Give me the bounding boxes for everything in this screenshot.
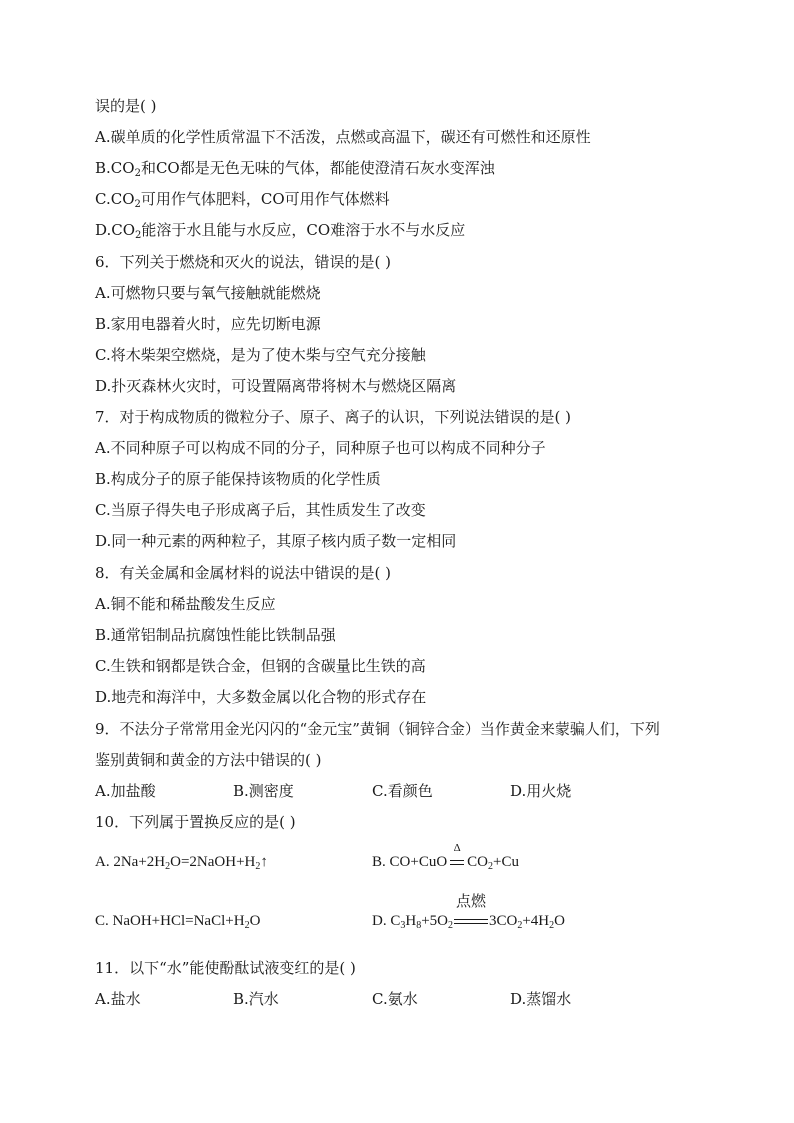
q10-stem: 10．下列属于置换反应的是( ) [95, 813, 296, 831]
q9-option-d[interactable]: D.用火烧 [510, 782, 572, 800]
q8-option-c[interactable]: C.生铁和钢都是铁合金，但钢的含碳量比生铁的高 [95, 657, 426, 675]
q6-option-b[interactable]: B.家用电器着火时，应先切断电源 [95, 315, 321, 333]
q6-stem: 6．下列关于燃烧和灭火的说法，错误的是( ) [95, 253, 392, 271]
q7-option-c[interactable]: C.当原子得失电子形成离子后，其性质发生了改变 [95, 501, 426, 519]
q9-option-b[interactable]: B.测密度 [233, 782, 294, 800]
equals-sign [450, 860, 464, 865]
q11-option-c[interactable]: C.氨水 [372, 990, 418, 1008]
q8-option-a[interactable]: A.铜不能和稀盐酸发生反应 [95, 595, 276, 613]
q6-option-a[interactable]: A.可燃物只要与氧气接触就能燃烧 [95, 284, 321, 302]
q10-option-b[interactable]: B. CO+CuO Δ $CO_2+Cu$ [372, 842, 519, 872]
q11-option-a[interactable]: A.盐水 [95, 990, 141, 1008]
q9-stem-line2: 鉴别黄铜和黄金的方法中错误的( ) [95, 751, 322, 769]
q8-option-b[interactable]: B.通常铝制品抗腐蚀性能比铁制品强 [95, 626, 336, 644]
reaction-condition-ignite [453, 894, 489, 931]
q11-option-b[interactable]: B.汽水 [233, 990, 279, 1008]
q10-option-d[interactable]: D. $C_3H_8+5O_2$ 点燃 $3CO_2+4H_2O$ [372, 894, 565, 931]
q5-option-a[interactable]: A.碳单质的化学性质常温下不活泼，点燃或高温下，碳还有可燃性和还原性 [95, 128, 591, 146]
heat-delta-symbol: Δ [453, 842, 461, 854]
q10-option-a[interactable]: A. $2Na+2H_2O=2NaOH+H_2↑$ [95, 854, 268, 872]
q6-option-c[interactable]: C.将木柴架空燃烧，是为了使木柴与空气充分接触 [95, 346, 426, 364]
q7-stem: 7．对于构成物质的微粒分子、原子、离子的认识，下列说法错误的是( ) [95, 408, 572, 426]
q5-option-b[interactable]: $B.CO_2$和CO都是无色无味的气体，都能使澄清石灰水变浑浊 [95, 159, 495, 179]
q9-option-c[interactable]: C.看颜色 [372, 782, 433, 800]
q5-option-c[interactable]: $C.CO_2$可用作气体肥料，CO可用作气体燃料 [95, 190, 390, 210]
q7-option-b[interactable]: B.构成分子的原子能保持该物质的化学性质 [95, 470, 381, 488]
q10-option-c[interactable]: C. $NaOH+HCl=NaCl+H_2O$ [95, 913, 261, 931]
q11-stem: 11．以下“水”能使酚酞试液变红的是( ) [95, 959, 356, 977]
q7-option-a[interactable]: A.不同种原子可以构成不同的分子，同种原子也可以构成不同种分子 [95, 439, 546, 457]
q8-stem: 8．有关金属和金属材料的说法中错误的是( ) [95, 564, 392, 582]
q6-option-d[interactable]: D.扑灭森林火灾时，可设置隔离带将树木与燃烧区隔离 [95, 377, 457, 395]
q8-option-d[interactable]: D.地壳和海洋中，大多数金属以化合物的形式存在 [95, 688, 427, 706]
q5-stem-tail: 误的是( ) [95, 97, 157, 115]
q7-option-d[interactable]: D.同一种元素的两种粒子，其原子核内质子数一定相同 [95, 532, 457, 550]
equals-sign [454, 919, 488, 924]
reaction-condition-heat [447, 842, 467, 872]
q5-option-d[interactable]: $D.CO_2$能溶于水且能与水反应，CO难溶于水不与水反应 [95, 221, 466, 241]
q9-stem-line1: 9．不法分子常常用金光闪闪的“金元宝”黄铜（铜锌合金）当作黄金来蒙骗人们，下列 [95, 720, 660, 738]
q9-option-a[interactable]: A.加盐酸 [95, 782, 156, 800]
ignite-label: 点燃 [455, 894, 486, 910]
q11-option-d[interactable]: D.蒸馏水 [510, 990, 572, 1008]
